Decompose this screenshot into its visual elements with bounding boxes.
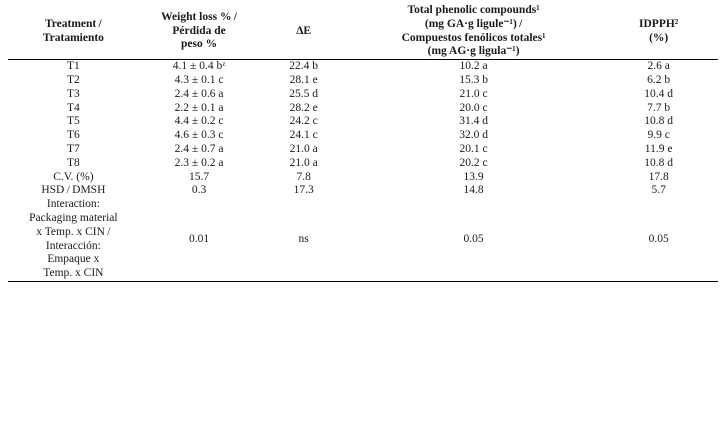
cell-idpph: 9.9 c [647,129,670,142]
cell-delta-e: 21.0 a [289,156,318,169]
cell-interaction-label [8,198,139,281]
cell-treatment: T5 [66,115,80,128]
cell-total-phenolic: 32.0 d [459,129,488,142]
cell-delta-e: 28.1 e [289,73,318,86]
cell-idpph: 7.7 b [647,101,671,114]
table-row [8,157,718,171]
cell-total-phenolic: 21.0 c [459,87,488,100]
cell-delta-e: 21.0 a [289,142,318,155]
cell-total-phenolic: 31.4 d [459,115,488,128]
table-row [8,102,718,116]
header-line: (mg AG·g ligula⁻¹) [427,45,520,58]
table-row [8,143,718,157]
column-header-total-phenolic [348,4,599,60]
cell-treatment: T4 [66,101,80,114]
header-line: peso % [181,38,218,51]
column-header-weight-loss [139,4,260,60]
cell-treatment: T8 [66,156,80,169]
header-line: Pérdida de [172,24,226,37]
table-row-interaction [8,198,718,281]
table-body [8,60,718,282]
header-line: (%) [649,31,669,44]
cell-delta-e: 22.4 b [289,60,319,73]
cell-delta-e: 24.1 c [289,129,318,142]
cell-weight-loss: 4.4 ± 0.2 c [174,115,224,128]
cell-weight-loss: 15.7 [189,170,210,183]
cell-weight-loss: 2.2 ± 0.1 a [174,101,224,114]
header-line: Tratamiento [42,31,104,44]
column-header-delta-e [259,4,347,60]
cell-total-phenolic: 13.9 [463,170,484,183]
table-document [0,4,726,436]
interaction-line: Interaction: [46,198,100,211]
cell-idpph: 10.8 d [644,115,674,128]
cell-total-phenolic: 15.3 b [459,73,488,86]
interaction-line: Temp. x CIN [43,267,104,280]
cell-total-phenolic: 0.05 [463,232,484,245]
cell-stat-label: HSD / DMSH [41,184,106,197]
results-table [8,4,718,282]
table-row [8,74,718,88]
cell-idpph: 11.9 e [644,142,673,155]
cell-total-phenolic: 20.0 c [459,101,488,114]
cell-delta-e: 25.5 d [289,87,319,100]
interaction-line: Empaque x [47,253,100,266]
cell-weight-loss: 2.3 ± 0.2 a [174,156,224,169]
cell-weight-loss: 0.01 [189,232,210,245]
interaction-line: x Temp. x CIN / [36,225,111,238]
cell-stat-label: C.V. (%) [53,170,94,183]
column-header-treatment [8,4,139,60]
interaction-line: Packaging material [29,211,118,224]
cell-treatment: T3 [66,87,80,100]
header-line: Treatment / [44,17,102,30]
cell-delta-e: 7.8 [296,170,311,183]
table-row [8,60,718,74]
cell-treatment: T1 [66,60,80,73]
cell-total-phenolic: 20.2 c [459,156,488,169]
header-line: (mg GA·g ligule⁻¹) / [424,17,523,30]
header-line: Compuestos fenólicos totales¹ [401,31,546,44]
cell-idpph: 6.2 b [647,73,671,86]
cell-idpph: 10.8 d [644,156,674,169]
cell-total-phenolic: 14.8 [463,184,484,197]
cell-idpph: 0.05 [648,232,669,245]
header-line: ΔE [296,24,312,37]
cell-idpph: 10.4 d [644,87,674,100]
cell-weight-loss: 4.1 ± 0.4 bᶻ [172,60,226,73]
cell-treatment: T6 [66,129,80,142]
table-row-cv [8,171,718,185]
header-line: Weight loss % / [161,10,237,23]
cell-weight-loss: 4.6 ± 0.3 c [174,129,224,142]
table-row [8,88,718,102]
cell-delta-e: 17.3 [293,184,314,197]
cell-weight-loss: 2.4 ± 0.7 a [174,142,224,155]
cell-idpph: 5.7 [651,184,666,197]
table-row [8,129,718,143]
cell-treatment: T2 [66,73,80,86]
header-row [8,4,718,60]
cell-idpph: 17.8 [648,170,669,183]
cell-total-phenolic: 20.1 c [459,142,488,155]
header-line: IDPPH² [639,17,679,30]
cell-delta-e: ns [298,232,309,245]
cell-treatment: T7 [66,142,80,155]
table-header [8,4,718,60]
table-row [8,115,718,129]
column-header-idpph [599,4,718,60]
cell-weight-loss: 2.4 ± 0.6 a [174,87,224,100]
table-row-hsd [8,184,718,198]
cell-delta-e: 28.2 e [289,101,318,114]
cell-idpph: 2.6 a [647,60,670,73]
cell-weight-loss: 4.3 ± 0.1 c [174,73,224,86]
cell-weight-loss: 0.3 [191,184,207,197]
cell-total-phenolic: 10.2 a [459,60,488,73]
header-line: Total phenolic compounds¹ [407,4,540,16]
interaction-line: Interacción: [45,239,101,252]
cell-delta-e: 24.2 c [289,115,318,128]
